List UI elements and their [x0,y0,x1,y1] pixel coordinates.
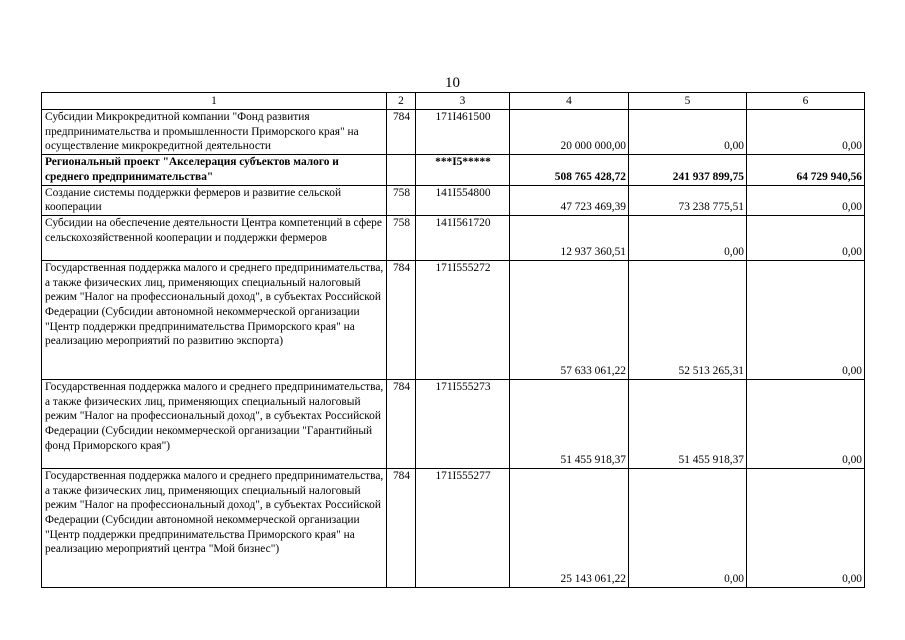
row-ministry-code: 758 [387,185,416,215]
row-budget-code: ***I5***** [416,155,510,185]
row-ministry-code: 758 [387,215,416,260]
table-header-row [42,93,865,110]
column-header: 3 [416,93,510,110]
table-row [42,468,865,587]
table-row [42,155,865,185]
row-value-6: 0,00 [747,260,865,379]
row-ministry-code [387,155,416,185]
row-value-5: 0,00 [629,468,747,587]
row-budget-code: 171I555273 [416,379,510,468]
row-value-4: 12 937 360,51 [510,215,629,260]
row-value-6: 0,00 [747,215,865,260]
row-budget-code: 171I555272 [416,260,510,379]
row-budget-code: 171I555277 [416,468,510,587]
row-value-5: 51 455 918,37 [629,379,747,468]
column-header: 6 [747,93,865,110]
row-name: Государственная поддержка малого и среднего предпринимательства, а также физических лиц, применяющих специальный налоговый режим "Налог на профессиональный доход", в субъектах Российской Федерации (Субсидии автономной некоммерческой организации "Центр поддержки предпринимательства Приморского края" на реализацию мероприятий центра "Мой бизнес") [42,468,387,587]
row-value-5: 52 513 265,31 [629,260,747,379]
row-name: Государственная поддержка малого и среднего предпринимательства, а также физических лиц, применяющих специальный налоговый режим "Налог на профессиональный доход", в субъектах Российской Федерации (Субсидии автономной некоммерческой организации "Центр поддержки предпринимательства Приморского края" на реализацию мероприятий по развитию экспорта) [42,260,387,379]
row-ministry-code: 784 [387,379,416,468]
row-value-4: 508 765 428,72 [510,155,629,185]
page-number: 10 [445,75,460,91]
table-row [42,185,865,215]
row-value-6: 0,00 [747,379,865,468]
row-name: Региональный проект "Акселерация субъектов малого и среднего предпринимательства" [42,155,387,185]
row-value-6: 0,00 [747,468,865,587]
row-name: Создание системы поддержки фермеров и развитие сельской кооперации [42,185,387,215]
row-name: Государственная поддержка малого и среднего предпринимательства, а также физических лиц, применяющих специальный налоговый режим "Налог на профессиональный доход", в субъектах Российской Федерации (Субсидии некоммерческой организации "Гарантийный фонд Приморского края") [42,379,387,468]
column-header: 5 [629,93,747,110]
row-name: Субсидии на обеспечение деятельности Центра компетенций в сфере сельскохозяйственной кооперации и поддержки фермеров [42,215,387,260]
column-header: 4 [510,93,629,110]
row-ministry-code: 784 [387,110,416,155]
row-value-5: 241 937 899,75 [629,155,747,185]
row-budget-code: 171I461500 [416,110,510,155]
table-row [42,379,865,468]
row-value-4: 51 455 918,37 [510,379,629,468]
table-row [42,215,865,260]
row-budget-code: 141I554800 [416,185,510,215]
row-value-4: 20 000 000,00 [510,110,629,155]
row-ministry-code: 784 [387,260,416,379]
row-name: Субсидии Микрокредитной компании "Фонд развития предпринимательства и промышленности Приморского края" на осуществление микрокредитной деятельности [42,110,387,155]
table-row [42,110,865,155]
row-value-5: 0,00 [629,215,747,260]
row-value-4: 25 143 061,22 [510,468,629,587]
table-row [42,260,865,379]
row-ministry-code: 784 [387,468,416,587]
column-header: 1 [42,93,387,110]
row-value-6: 0,00 [747,110,865,155]
column-header: 2 [387,93,416,110]
row-value-5: 73 238 775,51 [629,185,747,215]
row-value-6: 64 729 940,56 [747,155,865,185]
row-value-5: 0,00 [629,110,747,155]
row-value-6: 0,00 [747,185,865,215]
budget-table [41,92,865,588]
row-value-4: 47 723 469,39 [510,185,629,215]
row-budget-code: 141I561720 [416,215,510,260]
row-value-4: 57 633 061,22 [510,260,629,379]
